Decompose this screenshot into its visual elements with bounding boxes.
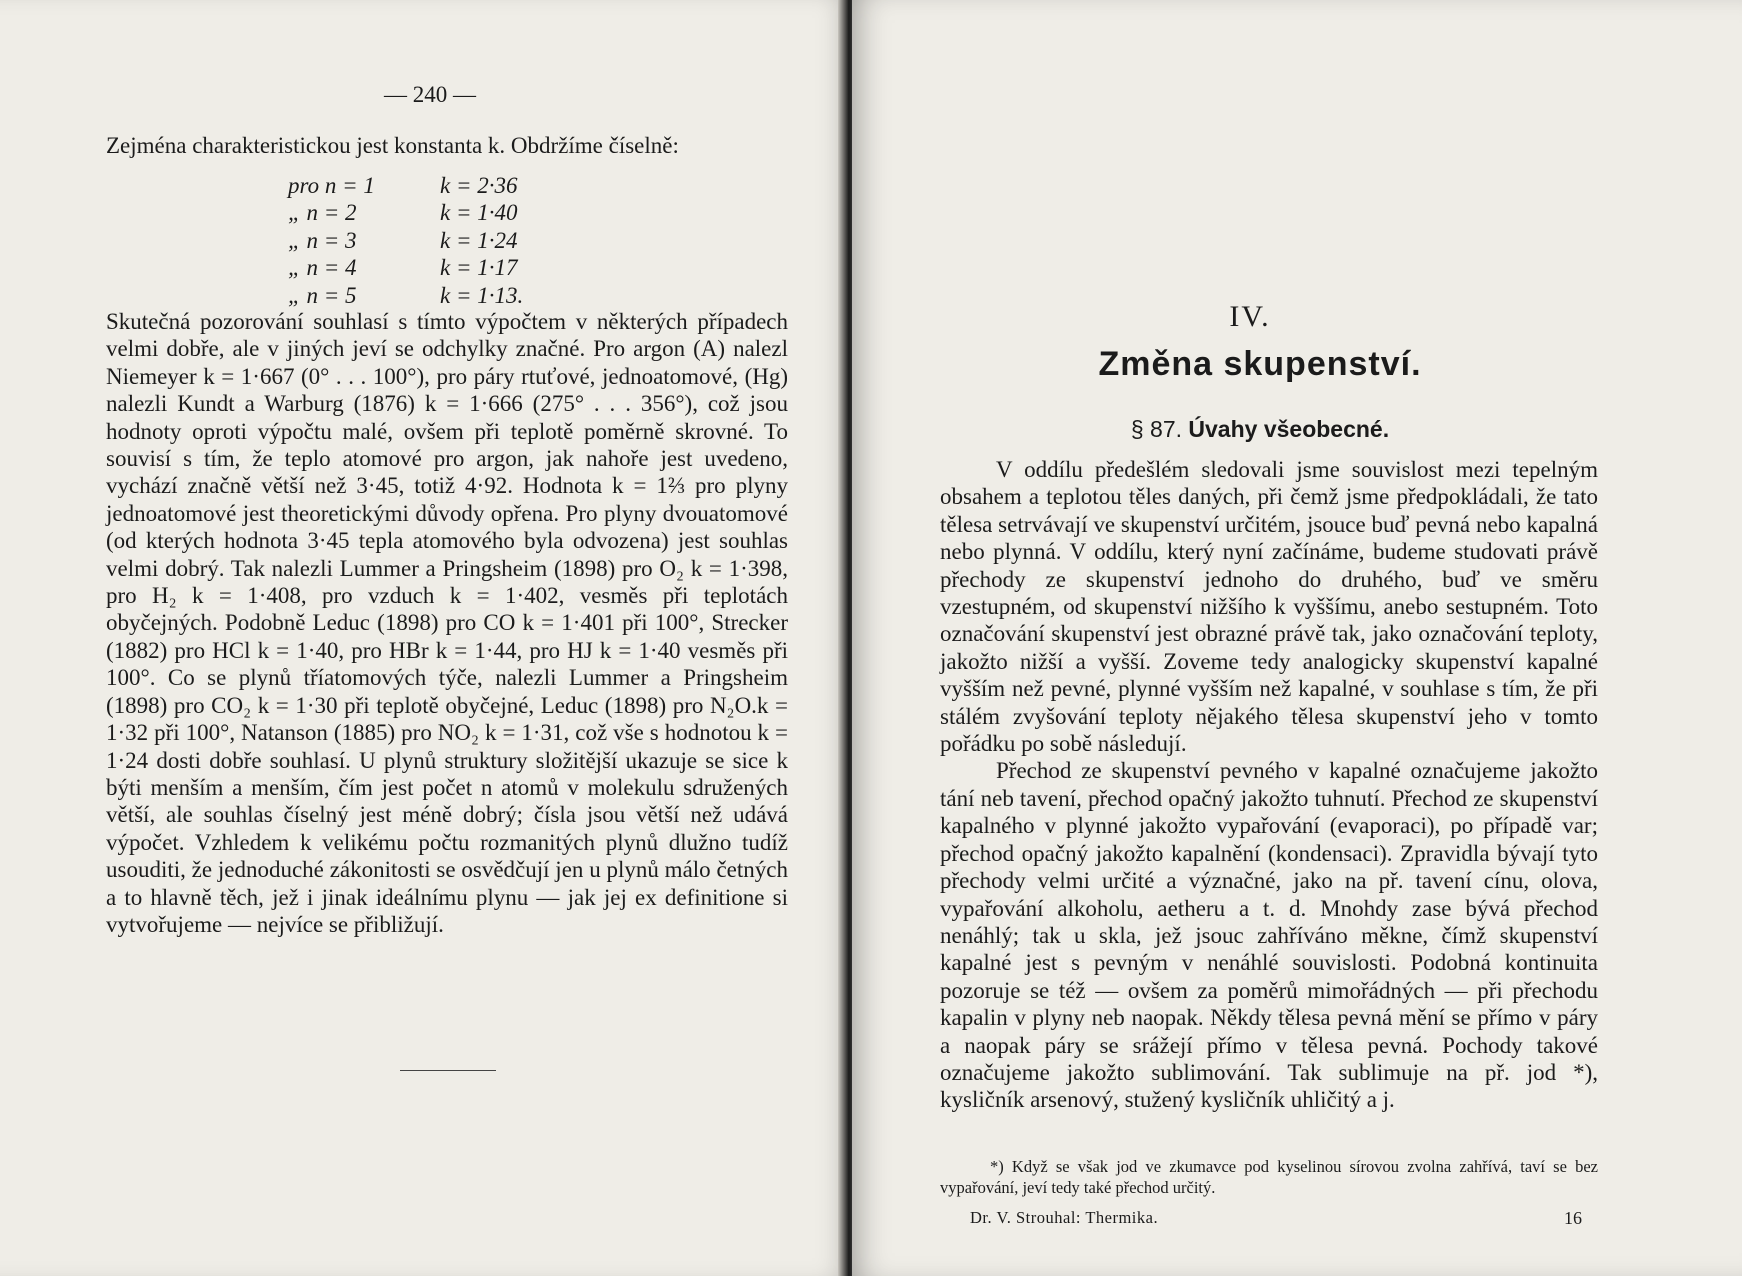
body-paragraph: V oddílu předešlém sledovali jsme souvislost mezi tepelným obsahem a teplotou těles daných, při čemž jsme předpokládali, že tato tělesa setrvávají ve skupenství určitém, jsouce buď pevná nebo kapalná nebo plynná. V oddílu, který nyní začínáme, budeme studovati právě přechody ze skupenství jednoho do druhého, buď ve směru vzestupném, od skupenství nižšího k vyššímu, anebo sestupném. Toto označování skupenství jest obrazné právě tak, jako označování teploty, jakožto nižší a vyšší. Zoveme tedy analogicky skupenství kapalné vyšším než pevné, plynné vyšším než kapalné, v souhlase s tím, že při stálém zvyšování teploty nějakého tělesa skupenství jeho v tomto pořádku po sobě následují. (940, 457, 1598, 757)
footnote-text: *) Když se však jod ve zkumavce pod kyselinou sírovou zvolna zahřívá, taví se bez vypařování, jeví tedy také přechod určitý. (940, 1157, 1598, 1197)
formula-lhs: „ n = 2 (288, 200, 357, 226)
formula-rhs: k = 1·17 (440, 255, 518, 281)
body-paragraph: Skutečná pozorování souhlasí s tímto výpočtem v některých případech velmi dobře, ale v jiných jeví se odchylky značné. Pro argon (A) nalezl Niemeyer k = 1·667 (0° . . . 100°), pro páry rtuťové, jednoatomové, (Hg) nalezli Kundt a Warburg (1876) k = 1·666 (275° . . . 356°), což jsou hodnoty oproti výpočtu malé, ovšem při teplotě poměrně skrovné. To souvisí s tím, že teplo atomové pro argon, jak nahoře jest uvedeno, vychází značně větší než 3·45, totiž 4·92. Hodnota k = 1⅔ pro plyny jednoatomové jest theoretickými důvody opřena. Pro plyny dvouatomové (od kterých hodnota 3·45 tepla atomového byla odvozena) jest souhlas velmi dobrý. Tak nalezli Lummer a Pringsheim (1898) pro O₂ k = 1·398, pro H₂ k = 1·408, pro vzduch k = 1·402, vesměs při teplotách obyčejných. Podobně Leduc (1898) pro CO k = 1·401 při 100°, Strecker (1882) pro HCl k = 1·40, pro HBr k = 1·44, pro HJ k = 1·40 vesměs při 100°. Co se plynů tříatomových týče, nalezli Lummer a Pringsheim (1898) pro CO₂ k = 1·30 při teplotě obyčejné, Leduc (1898) pro N₂O.k = 1·32 při 100°, Natanson (1885) pro NO₂ k = 1·31, což vše s hodnotou k = 1·24 dosti dobře souhlasí. U plynů struktury složitější ukazuje se sice k býti menším a menším, čím jest počet n atomů v molekulu sdružených větší, ale souhlas číselný jest méně dobrý; čísla jsou větší než udává výpočet. Vzhledem k velikému počtu rozmanitých plynů dlužno tudíž usouditi, že jednoduché zákonitosti se osvědčují jen u plynů málo četných a to hlavně těch, jež i jinak ideálnímu plynu — jak jej ex definitione si vytvořujeme — nejvíce se přibližují. (106, 309, 788, 937)
formula-table (288, 172, 588, 309)
page-footer (970, 1208, 1582, 1229)
formula-lhs: „ n = 3 (288, 227, 357, 253)
formula-row (288, 199, 588, 226)
footer-author: Dr. V. Strouhal: Thermika. (970, 1208, 1159, 1227)
body-paragraph: Přechod ze skupenství pevného v kapalné označujeme jakožto tání neb tavení, přechod opačný jakožto tuhnutí. Přechod ze skupenství kapalného v plynné jakožto vypařování (evaporaci), po případě var; přechod opačný jakožto kapalnění (kondensaci). Zpravidla bývají tyto přechody velmi určité a význačné, jako na př. tavení cínu, olova, vypařování alkoholu, aetheru a t. d. Mnohdy zase bývá přechod nenáhlý; tak u skla, jež jsouc zahříváno měkne, čímž skupenství kapalné jest s pevným v nenáhlé souvislosti. Podobná kontinuita pozoruje se též — ovšem za poměrů mimořádných — při přechodu kapalin v plyny neb naopak. Někdy tělesa pevná mění se přímo v páry a naopak páry se srážejí přímo v tělesa pevná. Pochody takové označujeme jakožto sublimování. Tak sublimuje na př. jod *), kysličník arsenový, stužený kysličník uhličitý a j. (940, 758, 1598, 1113)
section-title: Úvahy všeobecné. (1188, 416, 1390, 442)
chapter-title: Změna skupenství. (1098, 345, 1422, 383)
formula-row (288, 254, 588, 281)
left-page (0, 0, 848, 1276)
formula-rhs: k = 1·40 (440, 200, 518, 226)
footer-signature: 16 (1564, 1208, 1582, 1228)
formula-rhs: k = 2·36 (440, 173, 518, 198)
formula-lhs: „ n = 4 (288, 255, 357, 281)
right-body (940, 456, 1598, 1114)
section-number: § 87. (1130, 416, 1183, 442)
formula-rhs: k = 1·24 (440, 227, 518, 253)
formula-lhs: pro n = 1 (288, 173, 375, 198)
formula-lhs: „ n = 5 (288, 282, 357, 308)
formula-row (288, 172, 588, 199)
page-number: — 240 — (384, 82, 476, 107)
part-number: IV. (1229, 300, 1271, 333)
intro-line: Zejména charakteristickou jest konstanta k. Obdržíme číselně: (106, 133, 679, 158)
formula-row (288, 282, 588, 309)
formula-row (288, 227, 588, 254)
closing-rule (400, 1070, 496, 1071)
formula-rhs: k = 1·13. (440, 282, 524, 308)
footnote (940, 1156, 1598, 1198)
section-heading (1100, 416, 1420, 443)
